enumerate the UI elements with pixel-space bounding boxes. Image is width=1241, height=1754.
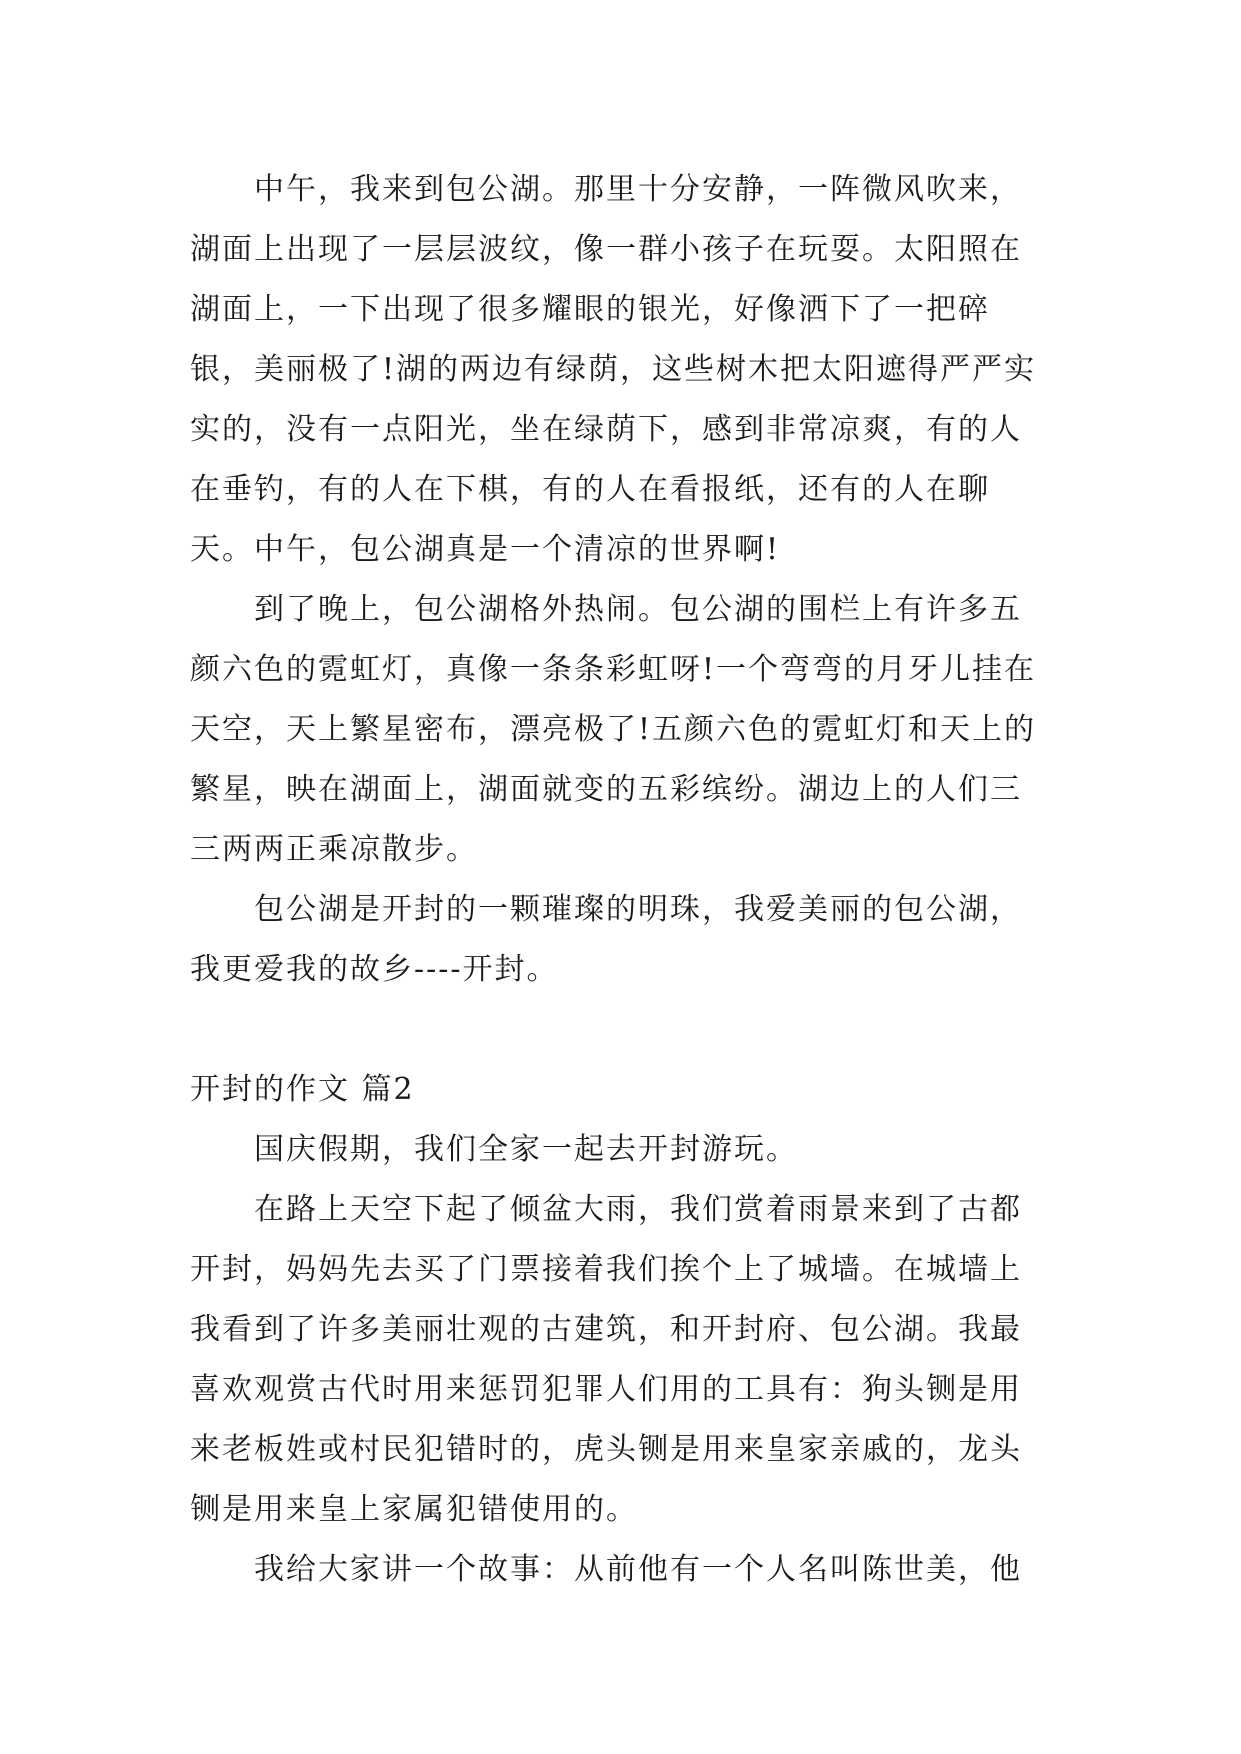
paragraph-conclusion: 包公湖是开封的一颗璀璨的明珠，我爱美丽的包公湖，我更爱我的故乡----开封。 <box>190 892 1022 987</box>
paragraph-noon: 中午，我来到包公湖。那里十分安静，一阵微风吹来，湖面上出现了一层层波纹，像一群小孩子在玩耍。太阳照在湖面上，一下出现了很多耀眼的银光，好像洒下了一把碎银，美丽极了!湖的两边有绿荫，这些树木把太阳遮得严严实实的，没有一点阳光，坐在绿荫下，感到非常凉爽，有的人在垂钓，有的人在下棋，有的人在看报纸，还有的人在聊天。中午，包公湖真是一个清凉的世界啊! <box>190 172 1037 567</box>
document-body <box>190 160 1050 1600</box>
paragraph-story: 我给大家讲一个故事：从前他有一个人名叫陈世美，他 <box>254 1552 1022 1587</box>
paragraph-intro: 国庆假期，我们全家一起去开封游玩。 <box>254 1132 798 1167</box>
section-gap <box>190 1000 1050 1060</box>
paragraph-evening: 到了晚上，包公湖格外热闹。包公湖的围栏上有许多五颜六色的霓虹灯，真像一条条彩虹呀!一个弯弯的月牙儿挂在天空，天上繁星密布，漂亮极了!五颜六色的霓虹灯和天上的繁星，映在湖面上，湖面就变的五彩缤纷。湖边上的人们三三两两正乘凉散步。 <box>190 592 1037 867</box>
paragraph-city-wall: 在路上天空下起了倾盆大雨，我们赏着雨景来到了古都开封，妈妈先去买了门票接着我们挨个上了城墙。在城墙上我看到了许多美丽壮观的古建筑，和开封府、包公湖。我最喜欢观赏古代时用来惩罚犯罪人们用的工具有：狗头铡是用来老板姓或村民犯错时的，虎头铡是用来皇家亲戚的，龙头铡是用来皇上家属犯错使用的。 <box>190 1192 1022 1527</box>
section-heading: 开封的作文 篇2 <box>190 1072 415 1107</box>
